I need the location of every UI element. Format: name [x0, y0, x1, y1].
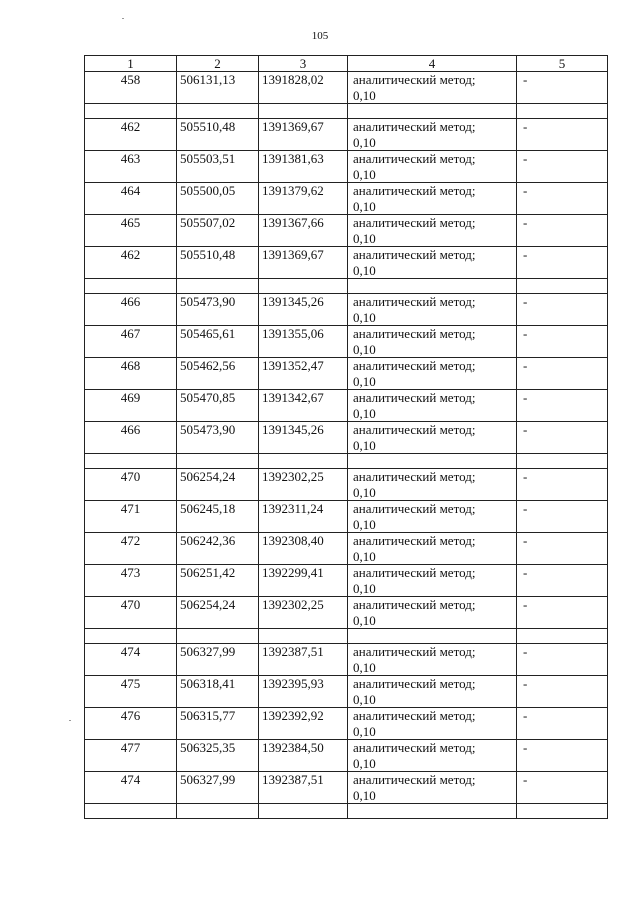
x-coordinate-text: 506254,24 [180, 597, 236, 612]
y-coordinate-cell [259, 565, 348, 597]
method-text: 0,10 [353, 612, 376, 628]
note-text: - [523, 597, 528, 612]
method-text: 0,10 [353, 723, 376, 739]
point-number-text: 458 [120, 72, 141, 87]
column-header: 3 [259, 56, 348, 72]
point-number-text: 477 [120, 740, 141, 755]
y-coordinate-cell [259, 72, 348, 104]
method-text: аналитический метод; [353, 215, 476, 230]
empty-cell [348, 104, 517, 119]
y-coordinate-cell [259, 772, 348, 804]
method-text: 0,10 [353, 373, 376, 389]
y-coordinate-text: 1392384,50 [262, 740, 324, 755]
method-text: 0,10 [353, 755, 376, 771]
point-number-text: 465 [120, 215, 141, 230]
table-separator-row [85, 454, 608, 469]
point-number-text: 469 [120, 390, 141, 405]
method-text: аналитический метод; [353, 294, 476, 309]
method-text: 0,10 [353, 437, 376, 453]
coordinates-table [84, 55, 608, 819]
note-cell [517, 533, 608, 565]
method-cell [348, 294, 517, 326]
point-number-cell [85, 644, 177, 676]
note-text: - [523, 708, 528, 723]
table-row [85, 644, 608, 676]
empty-cell [348, 629, 517, 644]
column-header: 2 [177, 56, 259, 72]
note-text: - [523, 565, 528, 580]
table-separator-row [85, 279, 608, 294]
method-text: аналитический метод; [353, 565, 476, 580]
point-number-text: 471 [120, 501, 141, 516]
method-text: аналитический метод; [353, 772, 476, 787]
point-number-cell [85, 183, 177, 215]
table-row [85, 247, 608, 279]
note-cell [517, 294, 608, 326]
y-coordinate-text: 1391342,67 [262, 390, 324, 405]
point-number-text: 475 [120, 676, 141, 691]
point-number-cell [85, 151, 177, 183]
method-text: 0,10 [353, 166, 376, 182]
method-text: 0,10 [353, 198, 376, 214]
scan-speck [122, 18, 124, 19]
table-row [85, 501, 608, 533]
method-text: аналитический метод; [353, 358, 476, 373]
empty-cell [348, 279, 517, 294]
empty-cell [85, 629, 177, 644]
note-cell [517, 676, 608, 708]
method-cell [348, 422, 517, 454]
method-text: 0,10 [353, 405, 376, 421]
table-header-row [85, 56, 608, 72]
y-coordinate-text: 1391367,66 [262, 215, 324, 230]
method-text: 0,10 [353, 341, 376, 357]
note-text: - [523, 151, 528, 166]
y-coordinate-text: 1392392,92 [262, 708, 324, 723]
method-cell [348, 676, 517, 708]
x-coordinate-text: 505465,61 [180, 326, 236, 341]
x-coordinate-text: 506325,35 [180, 740, 236, 755]
page-number: 105 [311, 30, 329, 42]
method-cell [348, 708, 517, 740]
note-cell [517, 215, 608, 247]
point-number-cell [85, 740, 177, 772]
y-coordinate-cell [259, 533, 348, 565]
method-text: аналитический метод; [353, 422, 476, 437]
table-row [85, 597, 608, 629]
x-coordinate-cell [177, 676, 259, 708]
point-number-text: 470 [120, 469, 141, 484]
point-number-text: 468 [120, 358, 141, 373]
method-text: аналитический метод; [353, 740, 476, 755]
y-coordinate-cell [259, 422, 348, 454]
empty-cell [85, 804, 177, 819]
x-coordinate-text: 505462,56 [180, 358, 236, 373]
y-coordinate-text: 1391345,26 [262, 294, 324, 309]
note-cell [517, 326, 608, 358]
point-number-text: 466 [120, 422, 141, 437]
method-cell [348, 183, 517, 215]
x-coordinate-cell [177, 326, 259, 358]
note-cell [517, 390, 608, 422]
x-coordinate-cell [177, 183, 259, 215]
y-coordinate-cell [259, 215, 348, 247]
empty-cell [85, 104, 177, 119]
point-number-cell [85, 597, 177, 629]
y-coordinate-text: 1391345,26 [262, 422, 324, 437]
method-text: 0,10 [353, 580, 376, 596]
y-coordinate-cell [259, 119, 348, 151]
y-coordinate-text: 1392387,51 [262, 772, 324, 787]
column-header: 1 [85, 56, 177, 72]
method-text: 0,10 [353, 87, 376, 103]
method-cell [348, 644, 517, 676]
y-coordinate-cell [259, 358, 348, 390]
table-row [85, 215, 608, 247]
x-coordinate-cell [177, 72, 259, 104]
method-cell [348, 390, 517, 422]
point-number-cell [85, 533, 177, 565]
empty-cell [517, 104, 608, 119]
y-coordinate-cell [259, 676, 348, 708]
x-coordinate-text: 506131,13 [180, 72, 236, 87]
point-number-cell [85, 247, 177, 279]
x-coordinate-text: 506315,77 [180, 708, 236, 723]
empty-cell [259, 804, 348, 819]
point-number-cell [85, 708, 177, 740]
y-coordinate-cell [259, 740, 348, 772]
x-coordinate-cell [177, 390, 259, 422]
table-row [85, 358, 608, 390]
note-text: - [523, 390, 528, 405]
empty-cell [517, 629, 608, 644]
y-coordinate-text: 1391355,06 [262, 326, 324, 341]
point-number-cell [85, 294, 177, 326]
note-cell [517, 119, 608, 151]
x-coordinate-text: 506251,42 [180, 565, 236, 580]
x-coordinate-text: 505510,48 [180, 119, 236, 134]
method-text: аналитический метод; [353, 469, 476, 484]
empty-cell [259, 279, 348, 294]
x-coordinate-text: 505507,02 [180, 215, 236, 230]
method-text: аналитический метод; [353, 501, 476, 516]
empty-cell [85, 279, 177, 294]
method-cell [348, 358, 517, 390]
table-row [85, 533, 608, 565]
method-text: 0,10 [353, 230, 376, 246]
x-coordinate-text: 505473,90 [180, 294, 236, 309]
table-row [85, 676, 608, 708]
table-row [85, 119, 608, 151]
y-coordinate-text: 1392387,51 [262, 644, 324, 659]
table-row [85, 469, 608, 501]
method-cell [348, 772, 517, 804]
method-cell [348, 597, 517, 629]
y-coordinate-text: 1391369,67 [262, 119, 324, 134]
point-number-text: 462 [120, 247, 141, 262]
note-text: - [523, 469, 528, 484]
point-number-text: 474 [120, 644, 141, 659]
note-cell [517, 565, 608, 597]
note-text: - [523, 183, 528, 198]
note-text: - [523, 740, 528, 755]
x-coordinate-cell [177, 772, 259, 804]
note-cell [517, 740, 608, 772]
point-number-cell [85, 119, 177, 151]
method-cell [348, 469, 517, 501]
note-cell [517, 501, 608, 533]
table-separator-row [85, 104, 608, 119]
method-text: аналитический метод; [353, 644, 476, 659]
x-coordinate-cell [177, 358, 259, 390]
empty-cell [259, 629, 348, 644]
x-coordinate-cell [177, 501, 259, 533]
note-text: - [523, 294, 528, 309]
x-coordinate-cell [177, 597, 259, 629]
y-coordinate-text: 1392395,93 [262, 676, 324, 691]
empty-cell [348, 454, 517, 469]
note-cell [517, 597, 608, 629]
table-row [85, 708, 608, 740]
note-text: - [523, 326, 528, 341]
x-coordinate-text: 506254,24 [180, 469, 236, 484]
point-number-cell [85, 676, 177, 708]
note-cell [517, 708, 608, 740]
method-text: аналитический метод; [353, 151, 476, 166]
point-number-cell [85, 501, 177, 533]
method-text: 0,10 [353, 548, 376, 564]
point-number-cell [85, 469, 177, 501]
empty-cell [517, 279, 608, 294]
table-row [85, 740, 608, 772]
method-cell [348, 326, 517, 358]
method-text: 0,10 [353, 659, 376, 675]
point-number-text: 463 [120, 151, 141, 166]
x-coordinate-text: 505510,48 [180, 247, 236, 262]
x-coordinate-cell [177, 533, 259, 565]
method-text: аналитический метод; [353, 597, 476, 612]
point-number-cell [85, 215, 177, 247]
method-cell [348, 740, 517, 772]
table-row [85, 72, 608, 104]
note-text: - [523, 644, 528, 659]
x-coordinate-text: 505470,85 [180, 390, 236, 405]
table-row [85, 565, 608, 597]
note-cell [517, 772, 608, 804]
empty-cell [259, 454, 348, 469]
table-row [85, 326, 608, 358]
y-coordinate-text: 1392302,25 [262, 597, 324, 612]
empty-cell [177, 279, 259, 294]
x-coordinate-cell [177, 740, 259, 772]
y-coordinate-cell [259, 294, 348, 326]
empty-cell [517, 454, 608, 469]
point-number-text: 467 [120, 326, 141, 341]
method-text: аналитический метод; [353, 183, 476, 198]
empty-cell [517, 804, 608, 819]
y-coordinate-cell [259, 597, 348, 629]
note-text: - [523, 772, 528, 787]
note-cell [517, 644, 608, 676]
x-coordinate-text: 506242,36 [180, 533, 236, 548]
table-row [85, 772, 608, 804]
method-text: аналитический метод; [353, 676, 476, 691]
method-text: 0,10 [353, 787, 376, 803]
point-number-cell [85, 358, 177, 390]
x-coordinate-cell [177, 708, 259, 740]
y-coordinate-cell [259, 183, 348, 215]
method-cell [348, 501, 517, 533]
table-row [85, 422, 608, 454]
point-number-text: 462 [120, 119, 141, 134]
empty-cell [85, 454, 177, 469]
x-coordinate-text: 506327,99 [180, 644, 236, 659]
point-number-cell [85, 422, 177, 454]
y-coordinate-cell [259, 708, 348, 740]
point-number-cell [85, 72, 177, 104]
note-cell [517, 151, 608, 183]
x-coordinate-text: 506245,18 [180, 501, 236, 516]
note-cell [517, 72, 608, 104]
column-header: 5 [517, 56, 608, 72]
table-separator-row [85, 804, 608, 819]
x-coordinate-cell [177, 247, 259, 279]
x-coordinate-cell [177, 294, 259, 326]
point-number-cell [85, 565, 177, 597]
x-coordinate-cell [177, 119, 259, 151]
y-coordinate-text: 1391352,47 [262, 358, 324, 373]
note-cell [517, 469, 608, 501]
x-coordinate-text: 505500,05 [180, 183, 236, 198]
empty-cell [177, 629, 259, 644]
point-number-text: 474 [120, 772, 141, 787]
method-text: аналитический метод; [353, 247, 476, 262]
x-coordinate-cell [177, 151, 259, 183]
table-separator-row [85, 629, 608, 644]
note-text: - [523, 215, 528, 230]
y-coordinate-text: 1392308,40 [262, 533, 324, 548]
y-coordinate-cell [259, 501, 348, 533]
note-text: - [523, 422, 528, 437]
note-cell [517, 183, 608, 215]
y-coordinate-cell [259, 390, 348, 422]
point-number-text: 470 [120, 597, 141, 612]
x-coordinate-cell [177, 469, 259, 501]
method-text: аналитический метод; [353, 119, 476, 134]
method-text: 0,10 [353, 691, 376, 707]
x-coordinate-cell [177, 565, 259, 597]
x-coordinate-cell [177, 644, 259, 676]
method-cell [348, 72, 517, 104]
note-text: - [523, 501, 528, 516]
y-coordinate-text: 1392302,25 [262, 469, 324, 484]
x-coordinate-text: 506327,99 [180, 772, 236, 787]
note-text: - [523, 358, 528, 373]
empty-cell [177, 454, 259, 469]
method-cell [348, 151, 517, 183]
method-text: аналитический метод; [353, 708, 476, 723]
table-row [85, 151, 608, 183]
note-cell [517, 422, 608, 454]
method-text: аналитический метод; [353, 326, 476, 341]
point-number-text: 473 [120, 565, 141, 580]
method-text: аналитический метод; [353, 533, 476, 548]
method-cell [348, 119, 517, 151]
x-coordinate-cell [177, 422, 259, 454]
x-coordinate-text: 505473,90 [180, 422, 236, 437]
method-text: 0,10 [353, 134, 376, 150]
point-number-text: 472 [120, 533, 141, 548]
point-number-text: 464 [120, 183, 141, 198]
y-coordinate-text: 1391381,63 [262, 151, 324, 166]
point-number-text: 466 [120, 294, 141, 309]
note-cell [517, 247, 608, 279]
note-text: - [523, 533, 528, 548]
note-text: - [523, 119, 528, 134]
empty-cell [177, 804, 259, 819]
table-row [85, 183, 608, 215]
method-cell [348, 215, 517, 247]
empty-cell [348, 804, 517, 819]
table-row [85, 390, 608, 422]
method-text: 0,10 [353, 309, 376, 325]
x-coordinate-cell [177, 215, 259, 247]
method-text: аналитический метод; [353, 72, 476, 87]
method-cell [348, 247, 517, 279]
y-coordinate-text: 1392299,41 [262, 565, 324, 580]
y-coordinate-text: 1391828,02 [262, 72, 324, 87]
note-text: - [523, 676, 528, 691]
note-cell [517, 358, 608, 390]
column-header: 4 [348, 56, 517, 72]
x-coordinate-text: 506318,41 [180, 676, 236, 691]
point-number-cell [85, 772, 177, 804]
method-text: 0,10 [353, 484, 376, 500]
method-cell [348, 533, 517, 565]
table-row [85, 294, 608, 326]
point-number-text: 476 [120, 708, 141, 723]
y-coordinate-cell [259, 326, 348, 358]
y-coordinate-cell [259, 151, 348, 183]
empty-cell [177, 104, 259, 119]
empty-cell [259, 104, 348, 119]
point-number-cell [85, 326, 177, 358]
y-coordinate-cell [259, 247, 348, 279]
method-text: аналитический метод; [353, 390, 476, 405]
note-text: - [523, 247, 528, 262]
method-cell [348, 565, 517, 597]
note-text: - [523, 72, 528, 87]
method-text: 0,10 [353, 516, 376, 532]
y-coordinate-cell [259, 644, 348, 676]
point-number-cell [85, 390, 177, 422]
y-coordinate-cell [259, 469, 348, 501]
y-coordinate-text: 1391379,62 [262, 183, 324, 198]
y-coordinate-text: 1392311,24 [262, 501, 324, 516]
y-coordinate-text: 1391369,67 [262, 247, 324, 262]
scan-speck [69, 720, 71, 721]
x-coordinate-text: 505503,51 [180, 151, 236, 166]
method-text: 0,10 [353, 262, 376, 278]
coordinates-table-body [85, 56, 608, 819]
